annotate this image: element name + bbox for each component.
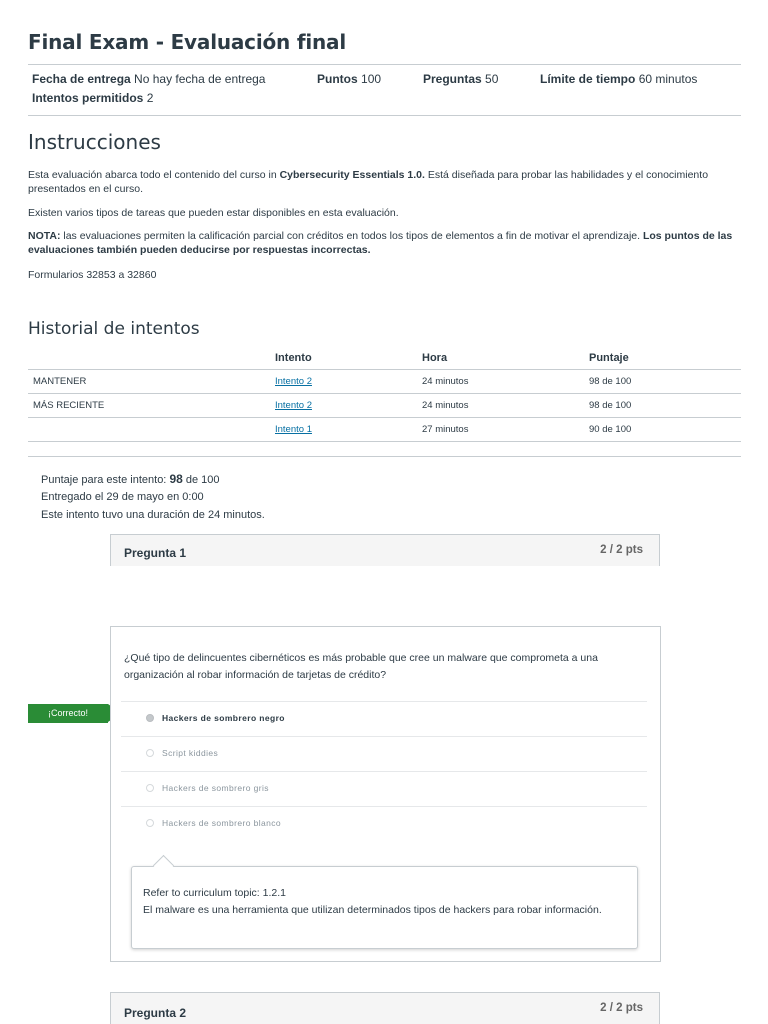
attempt-score-suffix: de 100	[182, 474, 220, 486]
history-row-score: 98 de 100	[589, 400, 632, 411]
history-row-label: MÁS RECIENTE	[33, 400, 105, 411]
questions-label: Preguntas	[423, 72, 482, 86]
instructions-paragraph-4: Formularios 32853 a 32860	[28, 269, 157, 281]
instructions-p1-tail: Está diseñada para probar las habilidades y el conocimiento presentados en el curso.	[28, 169, 709, 195]
answer-label: Script kiddies	[162, 748, 219, 758]
history-bottom-divider	[28, 456, 741, 457]
question-title: Pregunta 2	[124, 1006, 187, 1020]
answer-label: Hackers de sombrero gris	[162, 783, 269, 793]
radio-icon[interactable]	[146, 784, 154, 792]
question-1-body	[110, 626, 661, 962]
points-value: 100	[361, 72, 382, 86]
allowed-attempts	[32, 91, 153, 105]
attempt-duration: Este intento tuvo una duración de 24 minutos.	[41, 509, 265, 521]
history-row-divider	[28, 441, 741, 442]
points	[317, 72, 381, 86]
header-divider-bottom	[28, 115, 741, 116]
question-1-header	[110, 534, 660, 566]
attempt-link[interactable]: Intento 1	[275, 424, 312, 435]
instructions-heading: Instrucciones	[28, 130, 161, 154]
attempt-score-prefix: Puntaje para este intento:	[41, 474, 170, 486]
points-label: Puntos	[317, 72, 358, 86]
history-row-score: 98 de 100	[589, 376, 632, 387]
question-text: ¿Qué tipo de delincuentes cibernéticos es más probable que cree un malware que comprometa a una organización al robar información de tarjetas de crédito?	[124, 652, 598, 681]
due-date-value: No hay fecha de entrega	[134, 72, 266, 86]
history-row-divider	[28, 417, 741, 418]
attempt-submitted: Entregado el 29 de mayo en 0:00	[41, 491, 204, 503]
instructions-paragraph-3	[28, 229, 738, 257]
history-row-score: 90 de 100	[589, 424, 632, 435]
radio-selected-icon[interactable]	[146, 714, 154, 722]
history-col-time: Hora	[422, 352, 448, 364]
question-2-header	[110, 992, 660, 1024]
radio-icon[interactable]	[146, 749, 154, 757]
attempts-label: Intentos permitidos	[32, 91, 144, 105]
answer-label: Hackers de sombrero blanco	[162, 818, 282, 828]
question-points: 2 / 2 pts	[600, 1002, 643, 1014]
history-row-time: 24 minutos	[422, 400, 469, 411]
attempt-link[interactable]: Intento 2	[275, 376, 312, 387]
question-points: 2 / 2 pts	[600, 544, 643, 556]
instructions-paragraph-1	[28, 168, 738, 196]
note-label: NOTA:	[28, 230, 61, 242]
comment-topic: Refer to curriculum topic: 1.2.1	[143, 887, 286, 899]
history-row-time: 24 minutos	[422, 376, 469, 387]
attempt-score-value: 98	[169, 472, 183, 486]
history-col-score: Puntaje	[589, 352, 629, 364]
course-name: Cybersecurity Essentials 1.0.	[279, 169, 425, 181]
answer-divider	[121, 806, 647, 807]
questions-count	[423, 72, 498, 86]
header-divider-top	[28, 64, 741, 65]
note-bold-text: Los puntos de las evaluaciones también pueden deducirse por respuestas incorrectas.	[28, 230, 733, 256]
attempts-value: 2	[146, 91, 154, 105]
history-row-divider	[28, 393, 741, 394]
instructions-p1-text: Esta evaluación abarca todo el contenido del curso in	[28, 169, 280, 181]
time-limit-label: Límite de tiempo	[540, 72, 636, 86]
answer-divider	[121, 771, 647, 772]
history-heading: Historial de intentos	[28, 319, 200, 339]
note-text: las evaluaciones permiten la calificación parcial con créditos en todos los tipos de elementos a fin de motivar el aprendizaje.	[60, 230, 643, 242]
history-row-time: 27 minutos	[422, 424, 469, 435]
history-row-label: MANTENER	[33, 376, 87, 387]
answer-divider	[121, 701, 647, 702]
question-title: Pregunta 1	[124, 546, 187, 560]
comment-explanation: El malware es una herramienta que utilizan determinados tipos de hackers para robar información.	[143, 904, 602, 916]
correct-badge: ¡Correcto!	[28, 704, 108, 723]
history-col-attempt: Intento	[275, 352, 312, 364]
questions-value: 50	[485, 72, 499, 86]
answer-divider	[121, 736, 647, 737]
comment-text	[143, 885, 623, 919]
time-limit	[540, 72, 697, 86]
answer-label: Hackers de sombrero negro	[162, 713, 285, 723]
page-title: Final Exam - Evaluación final	[28, 30, 346, 54]
attempt-score	[41, 472, 220, 486]
instructions-paragraph-2: Existen varios tipos de tareas que pueden estar disponibles en esta evaluación.	[28, 207, 399, 219]
time-limit-value: 60 minutos	[638, 72, 698, 86]
due-date	[32, 72, 265, 86]
history-header-divider	[28, 369, 741, 370]
answer-comment	[131, 866, 638, 949]
attempt-link[interactable]: Intento 2	[275, 400, 312, 411]
due-date-label: Fecha de entrega	[32, 72, 131, 86]
radio-icon[interactable]	[146, 819, 154, 827]
